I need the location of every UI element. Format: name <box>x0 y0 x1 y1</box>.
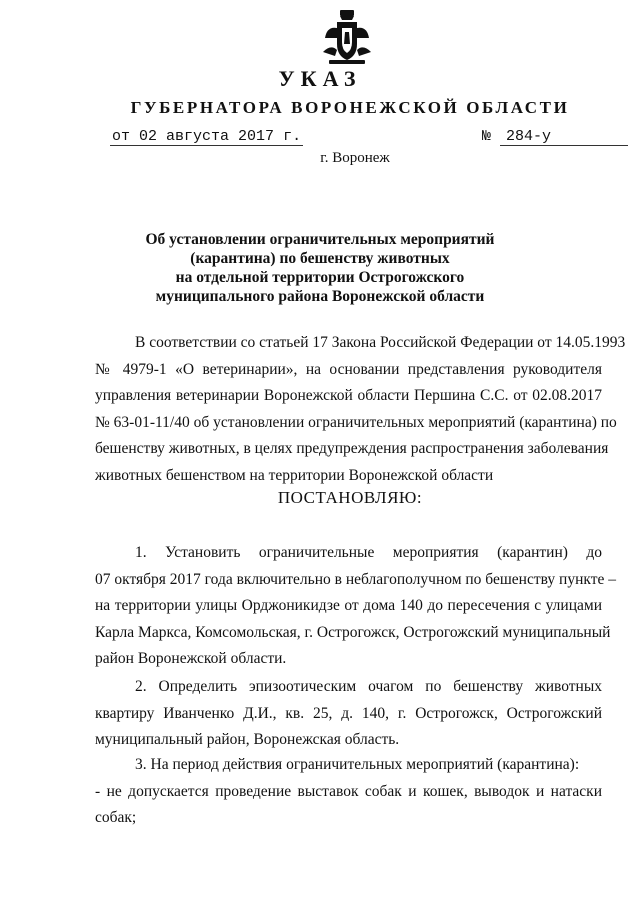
date-prefix: от <box>112 128 131 145</box>
text-line: - не допускается проведение выставок собак и кошек, выводок и натаски <box>95 782 602 800</box>
text-line: район Воронежской области. <box>95 650 287 667</box>
date-value: 02 августа 2017 <box>139 128 275 145</box>
number-value: 284-у <box>500 128 628 146</box>
issuer-subtitle: ГУБЕРНАТОРА ВОРОНЕЖСКОЙ ОБЛАСТИ <box>130 98 570 117</box>
preamble-paragraph <box>95 330 626 489</box>
text-line: Карла Маркса, Комсомольская, г. Острогожск, Острогожский муниципальный <box>95 623 611 641</box>
heading-line: Об установлении ограничительных мероприятий <box>145 231 495 248</box>
date-line <box>110 128 303 146</box>
heading-line: (карантина) по бешенству животных <box>190 250 450 267</box>
number-label: № <box>482 128 492 145</box>
text-line: управления ветеринарии Воронежской области Першина С.С. от 02.08.2017 <box>95 387 602 404</box>
text-line: квартиру Иванченко Д.И., кв. 25, д. 140, г. Острогожск, Острогожский <box>95 704 602 722</box>
text-line: № 63-01-11/40 об установлении ограничительных мероприятий (карантина) по <box>95 413 617 431</box>
document-type-title: УКАЗ <box>278 66 362 91</box>
item-1-paragraph <box>95 540 616 673</box>
coat-of-arms-emblem <box>321 8 373 66</box>
decree-number <box>482 128 628 146</box>
decree-word: ПОСТАНОВЛЯЮ: <box>277 488 423 507</box>
item-2-paragraph <box>95 674 602 754</box>
text-line: на территории улицы Орджоникидзе от дома 140 до пересечения с улицами <box>95 597 602 614</box>
text-line: № 4979-1 «О ветеринарии», на основании представления руководителя <box>95 360 602 378</box>
text-line: собак; <box>95 809 137 826</box>
item-3-paragraph <box>95 752 602 832</box>
text-line: 1. Установить ограничительные мероприятия (карантин) до <box>135 544 602 561</box>
document-heading <box>60 230 580 306</box>
text-line: В соответствии со статьей 17 Закона Российской Федерации от 14.05.1993 <box>135 334 626 351</box>
city: г. Воронеж <box>320 150 390 166</box>
text-line: бешенству животных, в целях предупреждения распространения заболевания <box>95 440 609 457</box>
text-line: 2. Определить эпизоотическим очагом по бешенству животных <box>135 678 602 695</box>
text-line: муниципальный район, Воронежская область. <box>95 731 400 748</box>
date-suffix: г. <box>283 128 302 145</box>
text-line: животных бешенством на территории Воронежской области <box>95 466 494 484</box>
heading-line: муниципального района Воронежской области <box>155 288 485 305</box>
text-line: 3. На период действия ограничительных мероприятий (карантина): <box>135 756 580 773</box>
heading-line: на отдельной территории Острогожского <box>175 269 465 286</box>
text-line: 07 октября 2017 года включительно в неблагополучном по бешенству пункте – <box>95 570 616 588</box>
